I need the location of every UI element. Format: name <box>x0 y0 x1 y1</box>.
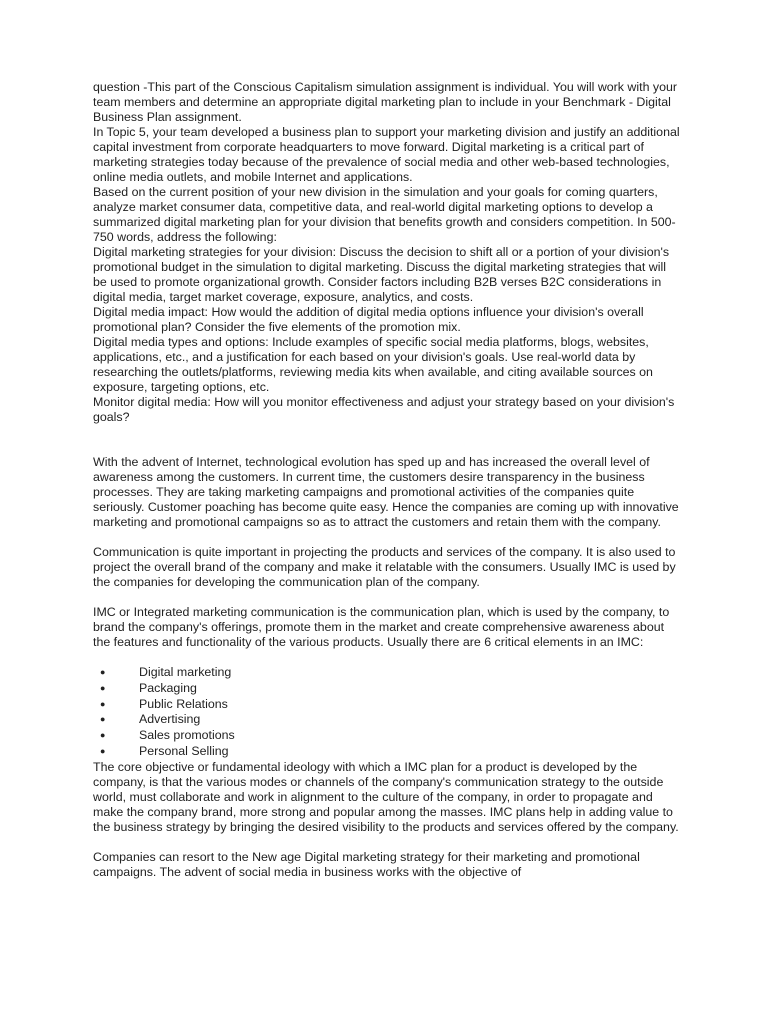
imc-elements-list <box>93 665 683 760</box>
answer-imc-objective: The core objective or fundamental ideology with which a IMC plan for a product is developed by the company, is that the various modes or channels of the company's communication strategy to the outside world, must collaborate and work in alignment to the culture of the company, in order to propagate and make the company brand, more strong and popular among the masses. IMC plans help in adding value to the business strategy by bringing the desired visibility to the products and services offered by the company. <box>93 759 679 834</box>
question-impact: Digital media impact: How would the addition of digital media options influence your division's overall promotional plan? Consider the five elements of the promotion mix. <box>93 305 644 334</box>
question-monitor: Monitor digital media: How will you monitor effectiveness and adjust your strategy based on your division's goals? <box>93 395 675 424</box>
document-page <box>93 80 683 880</box>
spacer <box>93 835 683 850</box>
bullet-icon: ● <box>100 730 106 741</box>
answer-intro: With the advent of Internet, technological evolution has sped up and has increased the overall level of awareness among the customers. In current time, the customers desire transparency in the business processes. They are taking marketing campaigns and promotional activities of the companies quite seriously. Customer poaching has become quite easy. Hence the companies are coming up with innovative marketing and promotional campaigns so as to attract the customers and retain them with the company. <box>93 455 679 529</box>
question-strategies: Digital marketing strategies for your division: Discuss the decision to shift all or a portion of your division's promotional budget in the simulation to digital marketing. Discuss the digital marketing strategies that will be used to promote organizational growth. Consider factors including B2B verses B2C considerations in digital media, target market coverage, exposure, analytics, and costs. <box>93 245 670 304</box>
list-item <box>93 728 683 744</box>
bullet-icon: ● <box>100 682 106 693</box>
spacer <box>93 425 683 455</box>
list-item <box>93 744 683 760</box>
list-item <box>93 697 683 713</box>
question-intro: question -This part of the Conscious Capitalism simulation assignment is individual. You will work with your team members and determine an appropriate digital marketing plan to include in your Benchmark - Digital Business Plan assignment. <box>93 80 678 124</box>
question-instructions: Based on the current position of your new division in the simulation and your goals for coming quarters, analyze market consumer data, competitive data, and real-world digital marketing options to develop a summarized digital marketing plan for your division that benefits growth and considers competition. In 500-750 words, address the following: <box>93 185 676 244</box>
list-item-label: Personal Selling <box>139 743 229 758</box>
list-item-label: Advertising <box>139 712 201 727</box>
bullet-icon: ● <box>100 667 106 677</box>
answer-imc-definition: IMC or Integrated marketing communication is the communication plan, which is used by the company, to brand the company's offerings, promote them in the market and create comprehensive awareness about the features and functionality of the various products. Usually there are 6 critical elements in an IMC: <box>93 605 670 649</box>
bullet-icon: ● <box>100 714 106 725</box>
list-item-label: Digital marketing <box>139 665 232 679</box>
list-item-label: Public Relations <box>139 696 228 711</box>
list-item-label: Packaging <box>139 680 197 695</box>
list-item <box>93 681 683 697</box>
spacer <box>93 650 683 665</box>
answer-digital-marketing: Companies can resort to the New age Digital marketing strategy for their marketing and promotional campaigns. The advent of social media in business works with the objective of <box>93 849 640 879</box>
question-topic5: In Topic 5, your team developed a business plan to support your marketing division and justify an additional capital investment from corporate headquarters to move forward. Digital marketing is a critical part of marketing strategies today because of the prevalence of social media and other web-based technologies, online media outlets, and mobile Internet and applications. <box>93 125 680 184</box>
bullet-icon: ● <box>100 745 106 756</box>
spacer <box>93 590 683 605</box>
spacer <box>93 530 683 545</box>
question-types: Digital media types and options: Include examples of specific social media platforms, blogs, websites, applications, etc., and a justification for each based on your division's goals. Use real-world data by researching the outlets/platforms, reviewing media kits when available, and citing available sources on exposure, targeting options, etc. <box>93 335 653 394</box>
answer-communication: Communication is quite important in projecting the products and services of the company. It is also used to project the overall brand of the company and make it relatable with the consumers. Usually IMC is used by the companies for developing the communication plan of the company. <box>93 545 676 589</box>
list-item-label: Sales promotions <box>139 728 235 743</box>
list-item <box>93 712 683 728</box>
bullet-icon: ● <box>100 698 106 709</box>
list-item <box>93 665 683 681</box>
